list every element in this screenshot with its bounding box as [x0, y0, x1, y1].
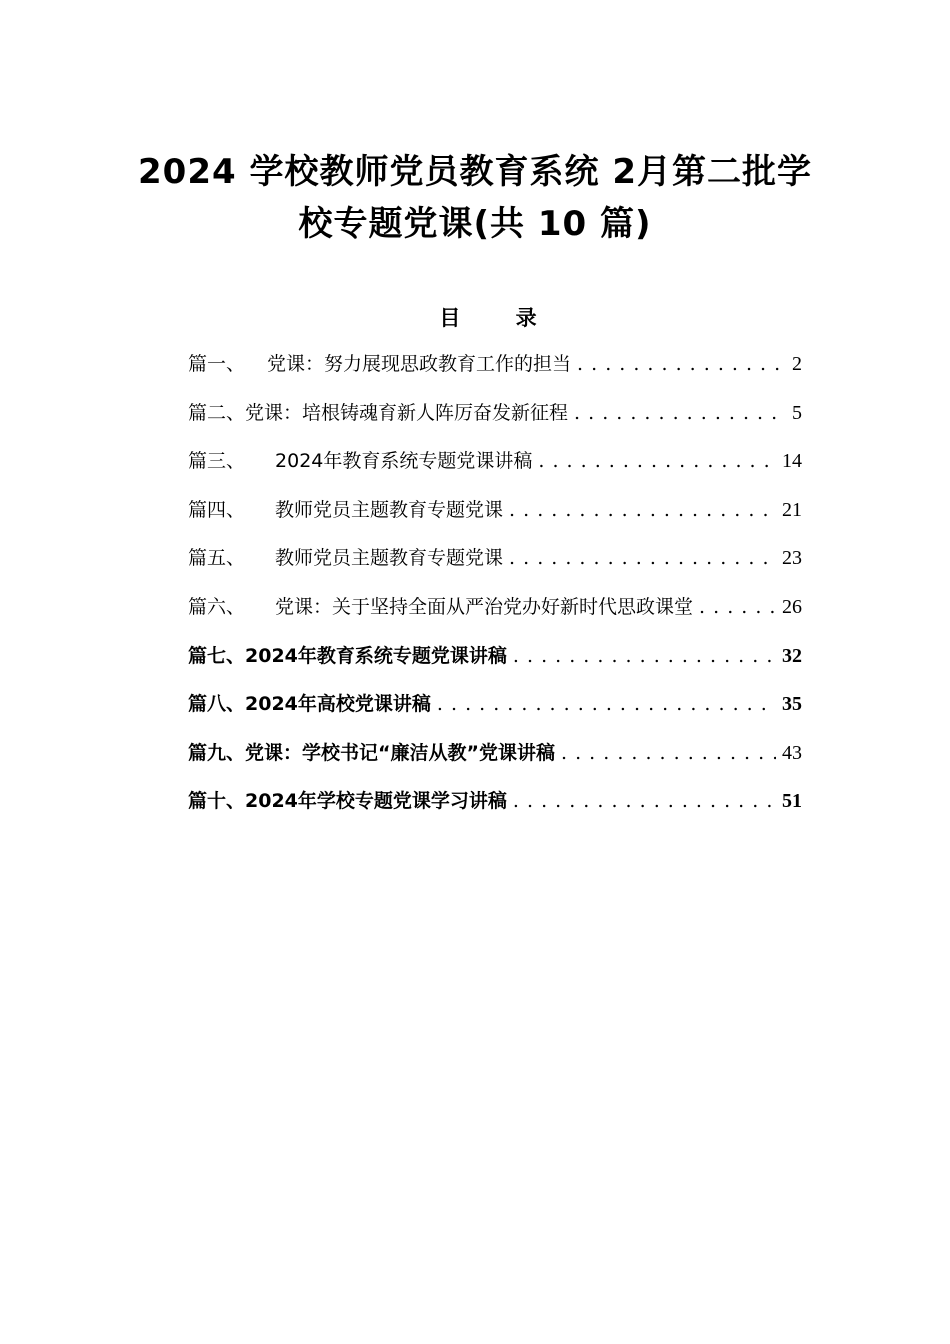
- toc-entry-8[interactable]: [188, 684, 802, 733]
- toc-leader-dots: [577, 344, 786, 384]
- toc-entry-page: 26: [782, 595, 802, 618]
- toc-entry-text: 党课：培根铸魂育新人阵厉奋发新征程: [245, 401, 569, 424]
- toc-leader-dots: [538, 441, 776, 481]
- toc-entry-prefix: 篇九、: [188, 741, 246, 764]
- toc-leader-dots: [574, 393, 786, 433]
- toc-entry-2[interactable]: [188, 393, 802, 442]
- toc-entry-9[interactable]: [188, 733, 802, 782]
- toc-entry-prefix: 篇五、: [188, 547, 246, 570]
- toc-leader-dots: [509, 538, 776, 578]
- toc-entry-text: 教师党员主题教育专题党课: [275, 498, 504, 521]
- toc-entry-prefix: 篇七、: [188, 644, 246, 667]
- toc-entry-label: [188, 781, 507, 821]
- toc-entry-prefix: 篇二、: [188, 401, 246, 424]
- toc-entry-page: 32: [782, 644, 802, 667]
- toc-heading: 目 录: [439, 306, 561, 330]
- toc-entry-3[interactable]: [188, 441, 802, 490]
- toc-entry-7[interactable]: [188, 636, 802, 685]
- toc-entry-page: 51: [782, 790, 802, 813]
- toc-leader-dots: [699, 587, 776, 627]
- toc-entry-text: 党课：努力展现思政教育工作的担当: [267, 353, 572, 375]
- toc-entry-page: 5: [792, 401, 802, 424]
- toc-leader-dots: [509, 490, 776, 530]
- toc-entry-text: 2024年教育系统专题党课讲稿: [245, 644, 507, 667]
- document-title-line-1: 2024 学校教师党员教育系统 2月第二批学: [138, 152, 812, 192]
- toc-entry-10[interactable]: [188, 781, 802, 830]
- toc-entry-label: [188, 538, 503, 578]
- toc-entry-label: [188, 441, 532, 481]
- toc-entry-5[interactable]: [188, 538, 802, 587]
- toc-entry-page: 14: [782, 450, 802, 473]
- toc-entry-text: 教师党员主题教育专题党课: [275, 547, 504, 570]
- toc-entry-page: 21: [782, 498, 802, 521]
- toc-entry-label: [188, 733, 555, 773]
- toc-leader-dots: [561, 733, 776, 773]
- toc-entry-text: 2024年高校党课讲稿: [245, 693, 431, 716]
- toc-entry-label: [188, 684, 431, 724]
- toc-entry-page: 35: [782, 693, 802, 716]
- document-title-line-2: 校专题党课(共 10 篇): [298, 204, 652, 244]
- toc-entry-prefix: 篇三、: [188, 450, 246, 473]
- toc-entry-prefix: 篇十、: [188, 790, 246, 813]
- toc-entry-text: 党课：关于坚持全面从严治党办好新时代思政课堂: [275, 595, 694, 618]
- toc-entry-6[interactable]: [188, 587, 802, 636]
- toc-entry-prefix: 篇六、: [188, 595, 246, 618]
- toc-entry-label: [188, 490, 503, 530]
- toc-entry-label: [188, 344, 571, 384]
- toc-entry-label: [188, 636, 507, 676]
- toc-entry-label: [188, 587, 693, 627]
- toc-entry-4[interactable]: [188, 490, 802, 539]
- toc-entry-page: 2: [792, 353, 802, 375]
- toc-entry-prefix: 篇四、: [188, 498, 246, 521]
- toc-entry-page: 43: [782, 741, 802, 764]
- toc-entry-1[interactable]: [188, 344, 802, 393]
- toc-leader-dots: [513, 781, 776, 821]
- toc-entry-text: 2024年教育系统专题党课讲稿: [275, 450, 533, 473]
- toc-leader-dots: [513, 636, 776, 676]
- toc-entry-label: [188, 393, 568, 433]
- toc-entry-prefix: 篇一、: [188, 353, 246, 375]
- table-of-contents: [188, 344, 802, 830]
- toc-entry-text: 2024年学校专题党课学习讲稿: [245, 790, 507, 813]
- toc-entry-page: 23: [782, 547, 802, 570]
- toc-leader-dots: [437, 684, 776, 724]
- toc-entry-prefix: 篇八、: [188, 693, 246, 716]
- toc-entry-text: 党课：学校书记“廉洁从教”党课讲稿: [245, 741, 555, 764]
